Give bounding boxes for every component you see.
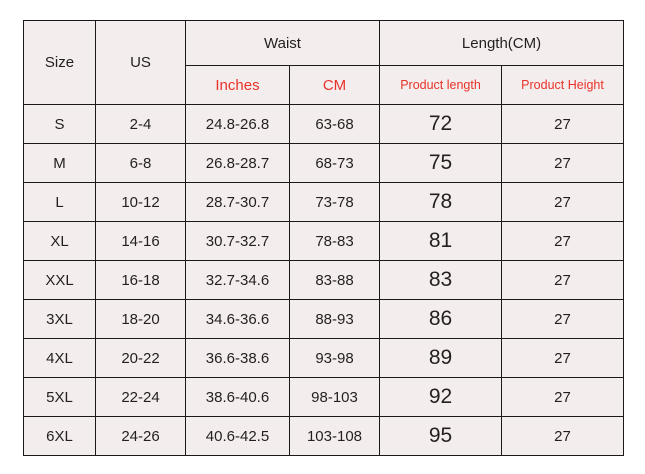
table-row bbox=[24, 300, 624, 339]
cell-product-height: 27 bbox=[502, 417, 624, 456]
cell-inches: 32.7-34.6 bbox=[186, 261, 290, 300]
cell-inches: 26.8-28.7 bbox=[186, 144, 290, 183]
cell-product-height: 27 bbox=[502, 105, 624, 144]
cell-product-length: 95 bbox=[380, 417, 502, 456]
cell-inches: 34.6-36.6 bbox=[186, 300, 290, 339]
cell-product-length: 81 bbox=[380, 222, 502, 261]
table-row bbox=[24, 105, 624, 144]
header-row-group bbox=[24, 21, 624, 66]
cell-size: L bbox=[24, 183, 96, 222]
cell-cm: 68-73 bbox=[290, 144, 380, 183]
cell-size: 4XL bbox=[24, 339, 96, 378]
size-chart-table bbox=[23, 20, 624, 456]
header-waist: Waist bbox=[186, 21, 380, 66]
cell-size: 5XL bbox=[24, 378, 96, 417]
table-header bbox=[24, 21, 624, 105]
header-cm: CM bbox=[290, 66, 380, 105]
table-row bbox=[24, 183, 624, 222]
cell-cm: 78-83 bbox=[290, 222, 380, 261]
cell-product-length: 83 bbox=[380, 261, 502, 300]
cell-product-length: 86 bbox=[380, 300, 502, 339]
table-row bbox=[24, 222, 624, 261]
cell-product-length: 92 bbox=[380, 378, 502, 417]
cell-us: 16-18 bbox=[96, 261, 186, 300]
cell-cm: 103-108 bbox=[290, 417, 380, 456]
cell-product-height: 27 bbox=[502, 339, 624, 378]
cell-product-height: 27 bbox=[502, 300, 624, 339]
cell-cm: 83-88 bbox=[290, 261, 380, 300]
cell-size: 3XL bbox=[24, 300, 96, 339]
cell-us: 6-8 bbox=[96, 144, 186, 183]
cell-size: S bbox=[24, 105, 96, 144]
cell-us: 24-26 bbox=[96, 417, 186, 456]
cell-us: 20-22 bbox=[96, 339, 186, 378]
cell-product-length: 89 bbox=[380, 339, 502, 378]
cell-product-height: 27 bbox=[502, 183, 624, 222]
cell-product-length: 75 bbox=[380, 144, 502, 183]
header-size: Size bbox=[24, 21, 96, 105]
cell-inches: 38.6-40.6 bbox=[186, 378, 290, 417]
header-product-length: Product length bbox=[380, 66, 502, 105]
size-chart-container bbox=[23, 20, 623, 454]
cell-inches: 24.8-26.8 bbox=[186, 105, 290, 144]
cell-size: XL bbox=[24, 222, 96, 261]
cell-us: 14-16 bbox=[96, 222, 186, 261]
table-row bbox=[24, 417, 624, 456]
table-row bbox=[24, 378, 624, 417]
cell-cm: 93-98 bbox=[290, 339, 380, 378]
cell-inches: 30.7-32.7 bbox=[186, 222, 290, 261]
cell-inches: 40.6-42.5 bbox=[186, 417, 290, 456]
cell-size: 6XL bbox=[24, 417, 96, 456]
header-us: US bbox=[96, 21, 186, 105]
header-length: Length(CM) bbox=[380, 21, 624, 66]
cell-product-height: 27 bbox=[502, 261, 624, 300]
cell-product-height: 27 bbox=[502, 222, 624, 261]
table-body bbox=[24, 105, 624, 456]
table-row bbox=[24, 261, 624, 300]
table-row bbox=[24, 144, 624, 183]
cell-product-length: 78 bbox=[380, 183, 502, 222]
cell-inches: 28.7-30.7 bbox=[186, 183, 290, 222]
cell-product-height: 27 bbox=[502, 144, 624, 183]
header-inches: Inches bbox=[186, 66, 290, 105]
header-product-height: Product Height bbox=[502, 66, 624, 105]
cell-us: 2-4 bbox=[96, 105, 186, 144]
cell-size: M bbox=[24, 144, 96, 183]
cell-us: 22-24 bbox=[96, 378, 186, 417]
table-row bbox=[24, 339, 624, 378]
cell-product-length: 72 bbox=[380, 105, 502, 144]
cell-us: 18-20 bbox=[96, 300, 186, 339]
cell-size: XXL bbox=[24, 261, 96, 300]
cell-cm: 88-93 bbox=[290, 300, 380, 339]
cell-inches: 36.6-38.6 bbox=[186, 339, 290, 378]
cell-us: 10-12 bbox=[96, 183, 186, 222]
cell-cm: 98-103 bbox=[290, 378, 380, 417]
cell-cm: 63-68 bbox=[290, 105, 380, 144]
cell-product-height: 27 bbox=[502, 378, 624, 417]
cell-cm: 73-78 bbox=[290, 183, 380, 222]
